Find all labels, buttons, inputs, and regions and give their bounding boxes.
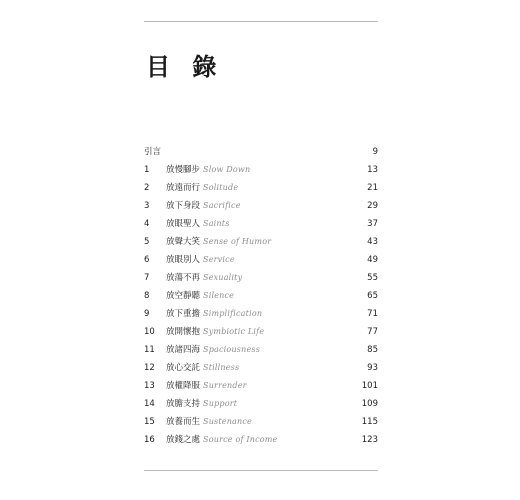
toc-entry-english-title: Surrender [203,381,247,390]
toc-entry-page: 43 [367,237,378,247]
toc-entry-page: 65 [367,291,378,301]
toc-entry-title [166,269,242,287]
toc-entry-page: 37 [367,219,378,229]
toc-entry-number: 7 [144,273,150,283]
bottom-divider [144,470,378,471]
toc-entry-title [166,197,241,215]
toc-entry-title [166,395,237,413]
toc-entry-page: 101 [361,381,378,391]
toc-entry-chinese-title: 放下身段 [166,201,201,211]
toc-entry-row[interactable] [144,215,378,233]
toc-entry-title [166,179,238,197]
toc-entry-row[interactable] [144,251,378,269]
toc-entry-title [166,323,264,341]
toc-entry-english-title: Solitude [203,183,239,192]
toc-entry-row[interactable] [144,431,378,449]
toc-entries [144,161,378,449]
toc-entry-page: 21 [367,183,378,193]
toc-entry-english-title: Saints [203,219,230,228]
toc-entry-row[interactable] [144,377,378,395]
toc-entry-page: 93 [367,363,378,373]
toc-entry-number: 4 [144,219,150,229]
toc-entry-english-title: Silence [203,291,235,300]
toc-entry-row[interactable] [144,413,378,431]
toc-entry-english-title: Spaciousness [203,345,260,354]
toc-entry-page: 109 [361,399,378,409]
toc-entry-title [166,359,239,377]
toc-entry-english-title: Symbiotic Life [203,327,265,336]
toc-entry-title [166,215,230,233]
toc-entry-chinese-title: 放開懷抱 [166,327,201,337]
toc-entry-number: 12 [144,363,155,373]
toc-entry-page: 49 [367,255,378,265]
top-divider [144,21,378,22]
toc-entry-chinese-title: 放權降服 [166,381,201,391]
toc-entry-number: 15 [144,417,155,427]
toc-entry-english-title: Slow Down [203,165,251,174]
toc-entry-english-title: Sexuality [203,273,243,282]
toc-entry-title [166,287,234,305]
toc-entry-page: 115 [361,417,378,427]
toc-entry-row[interactable] [144,233,378,251]
toc-entry-chinese-title: 放錢之處 [166,435,201,445]
toc-intro-page: 9 [372,147,378,157]
toc-entry-row[interactable] [144,323,378,341]
toc-entry-chinese-title: 放諸四海 [166,345,201,355]
toc-entry-english-title: Sustenance [203,417,252,426]
toc-entry-english-title: Sense of Humor [203,237,272,246]
toc-entry-number: 3 [144,201,150,211]
toc-entry-chinese-title: 放空靜聽 [166,291,201,301]
toc-entry-row[interactable] [144,359,378,377]
toc-entry-number: 14 [144,399,155,409]
toc-entry-title [166,431,278,449]
table-of-contents [144,143,378,449]
toc-entry-page: 123 [361,435,378,445]
toc-entry-row[interactable] [144,197,378,215]
toc-entry-number: 16 [144,435,155,445]
toc-entry-chinese-title: 放蕩不再 [166,273,201,283]
toc-entry-row[interactable] [144,395,378,413]
toc-entry-page: 55 [367,273,378,283]
toc-entry-number: 2 [144,183,150,193]
toc-entry-title [166,305,262,323]
toc-entry-number: 6 [144,255,150,265]
toc-entry-page: 29 [367,201,378,211]
toc-entry-title [166,377,247,395]
toc-entry-chinese-title: 放遠而行 [166,183,201,193]
toc-entry-row[interactable] [144,161,378,179]
toc-entry-title [166,161,250,179]
toc-entry-english-title: Service [203,255,235,264]
toc-entry-chinese-title: 放眼別人 [166,255,201,265]
toc-entry-chinese-title: 放眼聖人 [166,219,201,229]
toc-entry-chinese-title: 放膽支持 [166,399,201,409]
toc-entry-chinese-title: 放養而生 [166,417,201,427]
toc-entry-english-title: Simplification [203,309,263,318]
toc-entry-title [166,341,260,359]
toc-entry-row[interactable] [144,287,378,305]
toc-entry-number: 5 [144,237,150,247]
toc-entry-title [166,413,252,431]
toc-entry-english-title: Sacrifice [203,201,241,210]
toc-entry-page: 77 [367,327,378,337]
toc-intro-row[interactable] [144,143,378,161]
toc-entry-title [166,251,235,269]
toc-entry-english-title: Stillness [203,363,240,372]
toc-entry-number: 13 [144,381,155,391]
toc-entry-number: 8 [144,291,150,301]
toc-entry-number: 9 [144,309,150,319]
toc-entry-chinese-title: 放聲大笑 [166,237,201,247]
toc-entry-chinese-title: 放慢腳步 [166,165,201,175]
toc-entry-page: 85 [367,345,378,355]
toc-entry-row[interactable] [144,269,378,287]
toc-entry-page: 71 [367,309,378,319]
toc-intro-label: 引言 [144,147,162,157]
toc-entry-row[interactable] [144,305,378,323]
toc-entry-row[interactable] [144,179,378,197]
toc-entry-chinese-title: 放下重擔 [166,309,201,319]
toc-entry-number: 11 [144,345,155,355]
toc-entry-english-title: Source of Income [203,435,278,444]
toc-entry-english-title: Support [203,399,238,408]
toc-entry-page: 13 [367,165,378,175]
toc-entry-title [166,233,271,251]
toc-entry-row[interactable] [144,341,378,359]
toc-entry-number: 1 [144,165,150,175]
page-title: 目 錄 [146,52,224,81]
toc-entry-chinese-title: 放心交託 [166,363,201,373]
toc-entry-number: 10 [144,327,155,337]
